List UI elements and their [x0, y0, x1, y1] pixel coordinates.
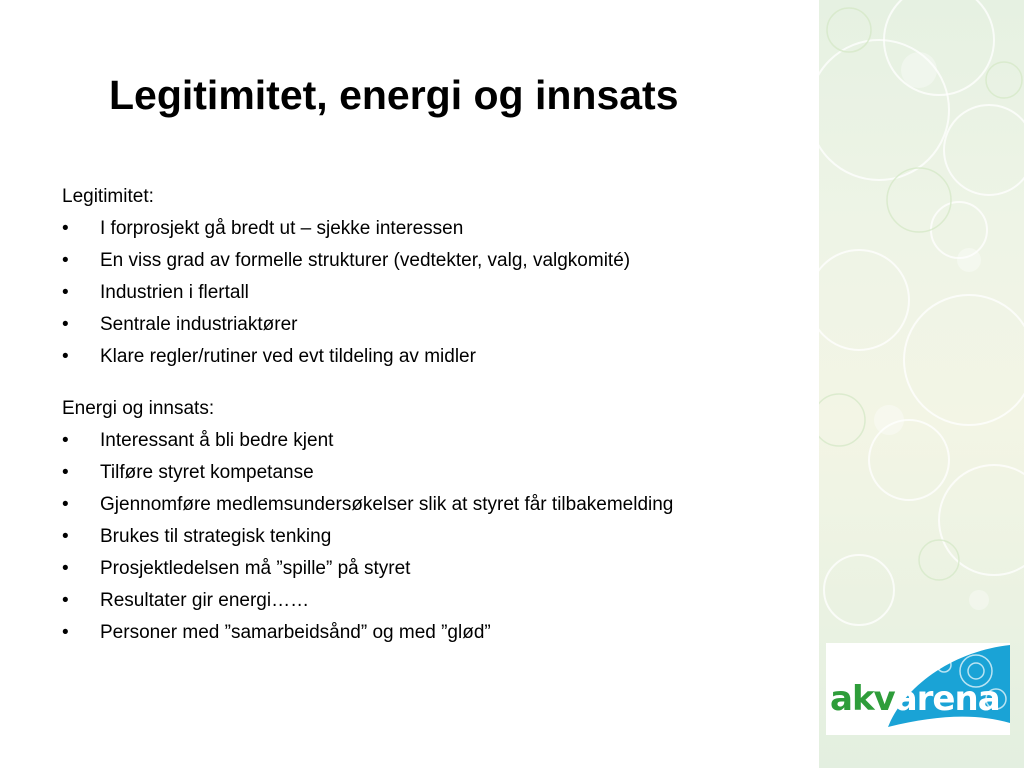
bullet-glyph: •: [62, 430, 69, 451]
bullet-item: [62, 461, 740, 485]
bullet-item: [62, 525, 740, 549]
bullet-item: [62, 281, 740, 305]
bullet-glyph: •: [62, 622, 69, 643]
bullet-text: Tilføre styret kompetanse: [100, 462, 314, 483]
bullet-glyph: •: [62, 526, 69, 547]
bullet-glyph: •: [62, 590, 69, 611]
section-heading-legitimitet: Legitimitet:: [62, 186, 154, 207]
bullet-item: [62, 621, 740, 645]
bullet-text: En viss grad av formelle strukturer (vedtekter, valg, valgkomité): [100, 250, 631, 271]
bullet-glyph: •: [62, 250, 69, 271]
bullet-text: Gjennomføre medlemsundersøkelser slik at styret får tilbakemelding: [100, 494, 674, 515]
logo-text-accent: arena: [894, 679, 1000, 719]
slide-title: Legitimitet, energi og innsats: [109, 72, 679, 118]
bullet-item: [62, 557, 740, 581]
bullet-item: [62, 429, 740, 453]
bullet-item: [62, 493, 740, 517]
logo-wordmark: [830, 679, 1000, 719]
bullet-glyph: •: [62, 346, 69, 367]
bullet-text: Prosjektledelsen må ”spille” på styret: [100, 558, 411, 579]
bullet-text: Brukes til strategisk tenking: [100, 526, 332, 547]
bullet-item: [62, 217, 740, 241]
bullet-item: [62, 589, 740, 613]
bullet-text: I forprosjekt gå bredt ut – sjekke interessen: [100, 218, 464, 239]
bullet-item: [62, 313, 740, 337]
akvarena-logo: [826, 643, 1010, 735]
bullet-glyph: •: [62, 494, 69, 515]
logo-text-start: akv: [830, 679, 895, 719]
bullet-item: [62, 249, 740, 273]
bullet-text: Klare regler/rutiner ved evt tildeling av midler: [100, 346, 476, 367]
bullet-text: Interessant å bli bedre kjent: [100, 430, 334, 451]
bullet-glyph: •: [62, 282, 69, 303]
bullet-text: Sentrale industriaktører: [100, 314, 298, 335]
bullet-list-energi: [62, 429, 762, 645]
bullet-text: Personer med ”samarbeidsånd” og med ”glød”: [100, 622, 491, 643]
slide-body: [62, 185, 762, 653]
bullet-list-legitimitet: [62, 217, 762, 369]
bullet-text: Industrien i flertall: [100, 282, 249, 303]
bullet-item: [62, 345, 740, 369]
bullet-glyph: •: [62, 218, 69, 239]
bullet-glyph: •: [62, 558, 69, 579]
bullet-text: Resultater gir energi……: [100, 590, 310, 611]
bullet-glyph: •: [62, 314, 69, 335]
bullet-glyph: •: [62, 462, 69, 483]
section-heading-energi: Energi og innsats:: [62, 398, 215, 419]
